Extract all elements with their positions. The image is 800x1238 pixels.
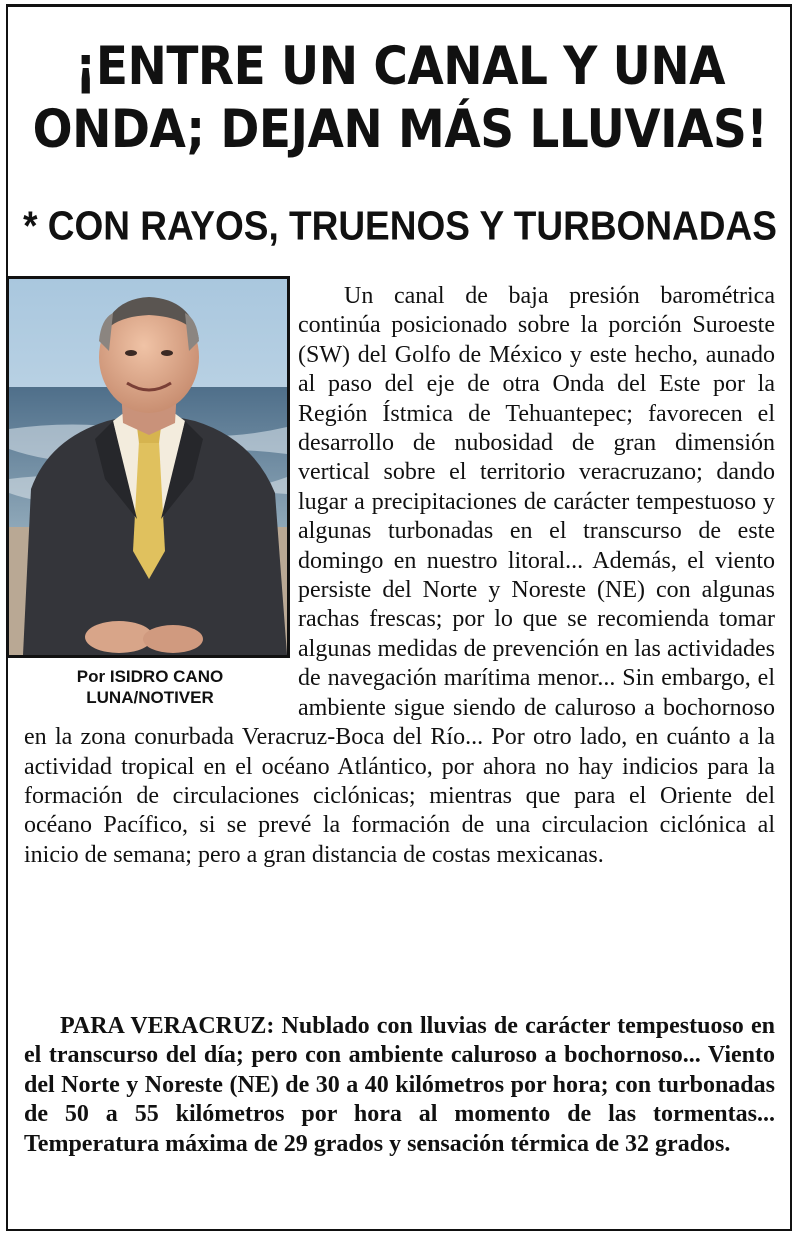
headline bbox=[10, 36, 790, 161]
article-body-text: Un canal de baja presión barométrica continúa posicionado sobre la porción Suroeste (SW) del Golfo de México y este hecho, aunado al paso del eje de otra Onda del Este por la Región Ístmica de Tehuantepec; favorecen el desarrollo de nubosidad de gran dimensión vertical sobre el territorio veracruzano; dando lugar a precipitaciones de carácter tempestuoso y algunas turbonadas en el transcurso de este domingo en nuestro litoral... Además, el viento persiste del Norte y Noreste (NE) con algunas rachas frescas; por lo que se recomienda tomar algunas medidas de prevención en las actividades de navegación marítima menor... Sin embargo, el ambiente sigue siendo de caluroso a bochornoso en la zona conurbada Veracruz-Boca del Río... Por otro lado, en cuánto a la actividad tropical en el océano Atlántico, por ahora no hay indicios para la formación de circulaciones ciclónicas; mientras que para el Oriente del océano Pacífico, si se prevé la formación de una circulacion ciclónica al inicio de semana; pero a gran distancia de costas mexicanas. bbox=[24, 283, 775, 868]
forecast-paragraph bbox=[24, 1012, 775, 1159]
byline-source: LUNA/NOTIVER bbox=[86, 688, 214, 707]
headline-line-2: ONDA; DEJAN MÁS LLUVIAS! bbox=[32, 98, 768, 161]
forecast-text: PARA VERACRUZ: Nublado con lluvias de carácter tempestuoso en el transcurso del día; pero con ambiente caluroso a bochornoso... Viento del Norte y Noreste (NE) de 30 a 40 kilómetros por hora; con turbonadas de 50 a 55 kilómetros por hora al momento de las tormentas... Temperatura máxima de 29 grados y sensación térmica de 32 grados. bbox=[24, 1013, 775, 1157]
byline-author: Por ISIDRO CANO bbox=[76, 667, 224, 686]
article-body bbox=[24, 282, 775, 870]
headline-line-1: ¡ENTRE UN CANAL Y UNA bbox=[74, 36, 726, 98]
subheadline: * CON RAYOS, TRUENOS Y TURBONADAS bbox=[23, 203, 777, 249]
photo-wrap-spacer bbox=[24, 282, 298, 722]
